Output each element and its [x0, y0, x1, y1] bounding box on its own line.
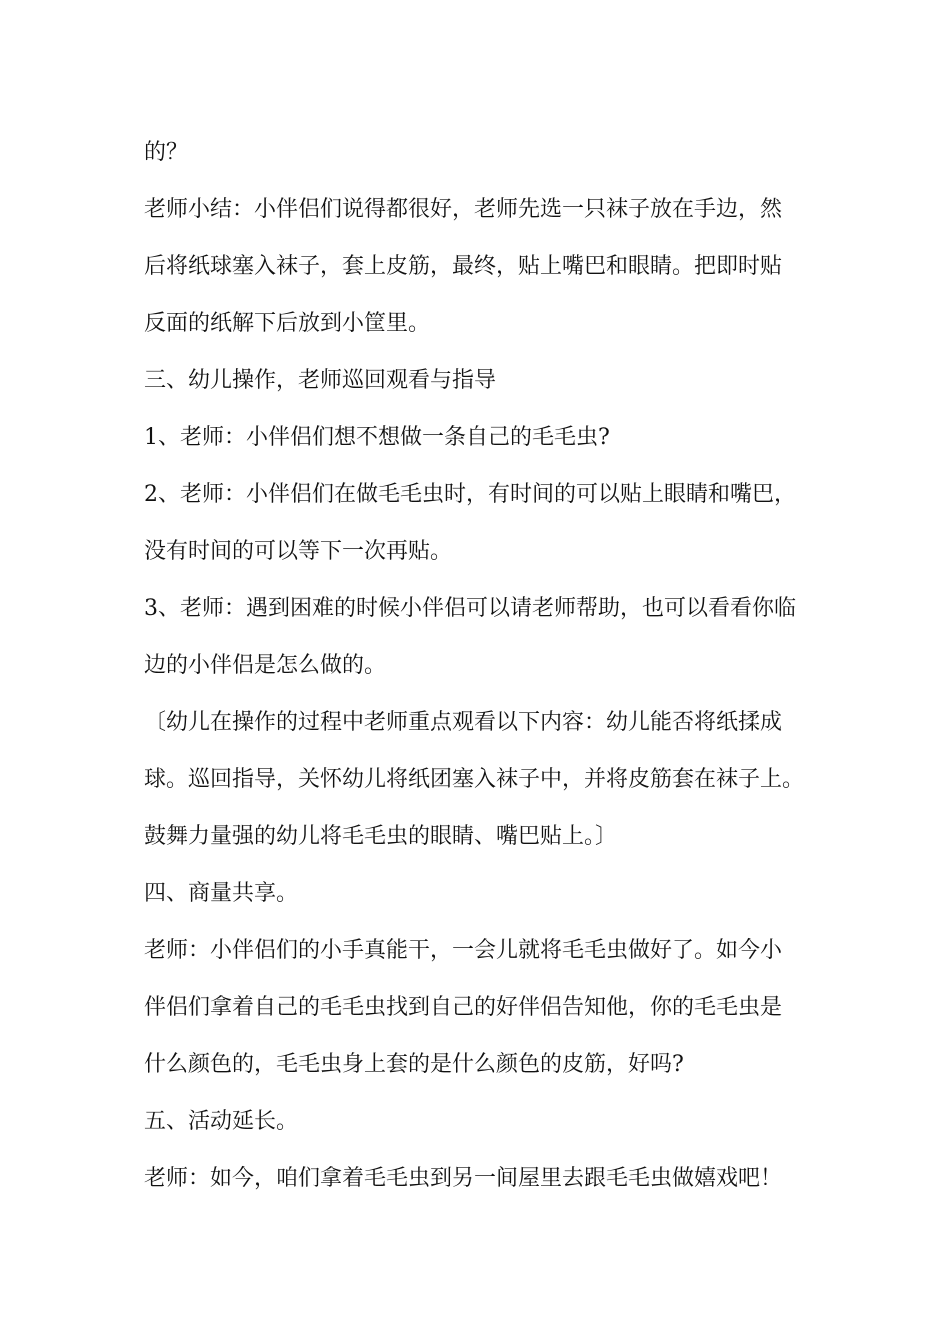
text-line: 边的小伴侣是怎么做的。 — [144, 653, 387, 678]
text-line: 老师：如今，咱们拿着毛毛虫到另一间屋里去跟毛毛虫做嬉戏吧！ — [144, 1166, 783, 1191]
section-heading: 五、活动延长。 — [144, 1109, 299, 1134]
text-line: 3、老师：遇到困难的时候小伴侣可以请老师帮助，也可以看看你临 — [144, 596, 796, 621]
text-line: 〔幼儿在操作的过程中老师重点观看以下内容：幼儿能否将纸揉成 — [144, 710, 783, 735]
section-heading: 三、幼儿操作，老师巡回观看与指导 — [144, 368, 497, 393]
text-line: 1、老师：小伴侣们想不想做一条自己的毛毛虫? — [144, 425, 610, 450]
text-line: 鼓舞力量强的幼儿将毛毛虫的眼睛、嘴巴贴上。〕 — [144, 824, 618, 849]
text-line: 后将纸球塞入袜子，套上皮筋，最终，贴上嘴巴和眼睛。把即时贴 — [144, 254, 783, 279]
text-line: 什么颜色的，毛毛虫身上套的是什么颜色的皮筋，好吗? — [144, 1052, 684, 1077]
text-line: 球。巡回指导，关怀幼儿将纸团塞入袜子中，并将皮筋套在袜子上。 — [144, 767, 805, 792]
text-line: 老师：小伴侣们的小手真能干，一会儿就将毛毛虫做好了。如今小 — [144, 938, 783, 963]
text-line: 的？ — [144, 140, 189, 165]
text-line: 2、老师：小伴侣们在做毛毛虫时，有时间的可以贴上眼睛和嘴巴， — [144, 482, 796, 507]
text-line: 没有时间的可以等下一次再贴。 — [144, 539, 453, 564]
text-line: 伴侣们拿着自己的毛毛虫找到自己的好伴侣告知他，你的毛毛虫是 — [144, 995, 783, 1020]
text-line: 反面的纸解下后放到小筐里。 — [144, 311, 431, 336]
text-line: 老师小结：小伴侣们说得都很好，老师先选一只袜子放在手边，然 — [144, 197, 783, 222]
section-heading: 四、商量共享。 — [144, 881, 299, 906]
